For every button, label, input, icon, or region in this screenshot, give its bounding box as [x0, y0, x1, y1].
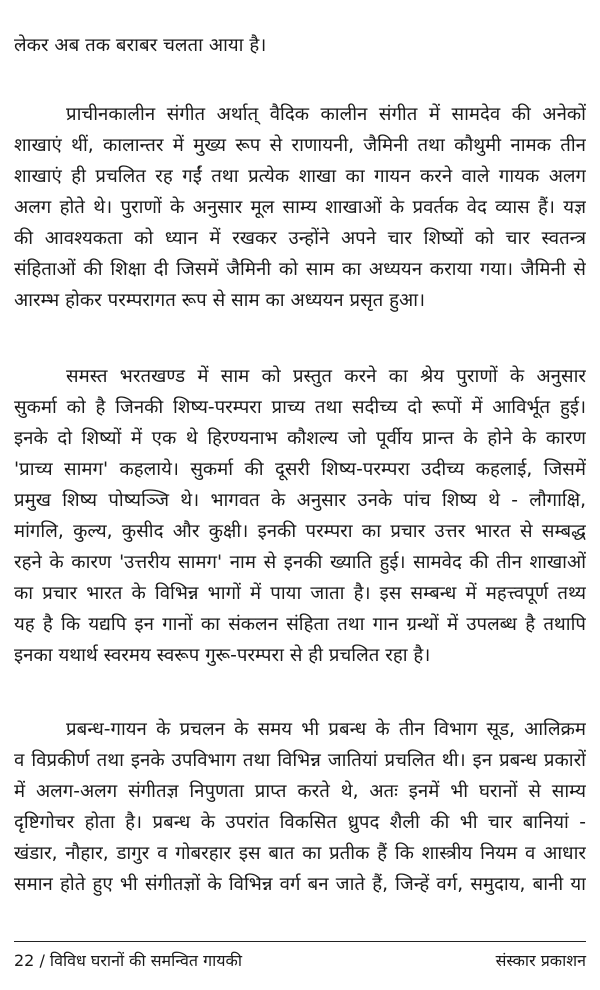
text-line: समान होते हुए भी संगीतज्ञों के विभिन्न वर्ग बन जाते हैं, जिन्हें वर्ग, समुदाय, बानी या — [14, 874, 586, 895]
text-line: प्रमुख शिष्य पोष्यञ्जि थे। भागवत के अनुसार उनके पांच शिष्य थे - लौगाक्षि, — [14, 490, 586, 511]
text-line: खंडार, नौहार, डागुर व गोबरहार इस बात का प्रतीक हैं कि शास्त्रीय नियम व आधार — [14, 843, 586, 864]
text-line: आरम्भ होकर परम्परागत रूप से साम का अध्ययन प्रसृत हुआ। — [14, 290, 426, 311]
text-line: यह है कि यद्यपि इन गानों का संकलन संहिता तथा गान ग्रन्थों में उपलब्ध है तथापि — [14, 614, 586, 635]
text-line: इनके दो शिष्यों में एक थे हिरण्यनाभ कौशल्य जो पूर्वीय प्रान्त के होने के कारण — [14, 428, 586, 449]
text-line: अलग होते थे। पुराणों के अनुसार मूल साम्य शाखाओं के प्रवर्तक वेद व्यास हैं। यज्ञ — [14, 197, 586, 218]
text-line: की आवश्यकता को ध्यान में रखकर उन्होंने अपने चार शिष्यों को चार स्वतन्त्र — [14, 228, 586, 249]
text-line: रहने के कारण 'उत्तरीय सामग' नाम से इनकी ख्याति हुई। सामवेद की तीन शाखाओं — [14, 552, 586, 573]
text-line: प्रबन्ध-गायन के प्रचलन के समय भी प्रबन्ध के तीन विभाग सूड, आलिक्रम — [66, 719, 586, 740]
text-line: में अलग-अलग संगीतज्ञ निपुणता प्राप्त करते थे, अतः इनमें भी घरानों से साम्य — [14, 781, 586, 802]
text-line: प्राचीनकालीन संगीत अर्थात् वैदिक कालीन संगीत में सामदेव की अनेकों — [66, 104, 586, 125]
text-line: का प्रचार भारत के विभिन्न भागों में पाया जाता है। इस सम्बन्ध में महत्त्वपूर्ण तथ्य — [14, 583, 586, 604]
footer-publisher: संस्कार प्रकाशन — [495, 951, 586, 970]
text-line: लेकर अब तक बराबर चलता आया है। — [14, 35, 267, 56]
text-line: दृष्टिगोचर होता है। प्रबन्ध के उपरांत विकसित ध्रुपद शैली की भी चार बानियां - — [14, 812, 586, 833]
text-line: व विप्रकीर्ण तथा इनके उपविभाग तथा विभिन्न जातियां प्रचलित थी। इन प्रबन्ध प्रकारों — [14, 750, 586, 771]
text-line: समस्त भरतखण्ड में साम को प्रस्तुत करने का श्रेय पुराणों के अनुसार — [66, 366, 586, 387]
text-line: शाखाएं थीं, कालान्तर में मुख्य रूप से राणायनी, जैमिनी तथा कौथुमी नामक तीन — [14, 135, 586, 156]
text-line: सुकर्मा को है जिनकी शिष्य-परम्परा प्राच्य तथा सदीच्य दो रूपों में आविर्भूत हुई। — [14, 397, 586, 418]
text-line: शाखाएं ही प्रचलित रह गईं तथा प्रत्येक शाखा का गायन करने वाले गायक अलग — [14, 166, 586, 187]
footer-rule — [14, 941, 586, 942]
text-line: संहिताओं की शिक्षा दी जिसमें जैमिनी को साम का अध्ययन कराया गया। जैमिनी से — [14, 259, 586, 280]
footer-page-title: 22 / विविध घरानों की समन्वित गायकी — [14, 951, 242, 970]
text-line: 'प्राच्य सामग' कहलाये। सुकर्मा की दूसरी शिष्य-परम्परा उदीच्य कहलाई, जिसमें — [14, 459, 586, 480]
text-line: मांगलि, कुल्य, कुसीद और कुक्षी। इनकी परम्परा का प्रचार उत्तर भारत से सम्बद्ध — [14, 521, 586, 542]
text-line: इनका यथार्थ स्वरमय स्वरूप गुरू-परम्परा से ही प्रचलित रहा है। — [14, 645, 431, 666]
